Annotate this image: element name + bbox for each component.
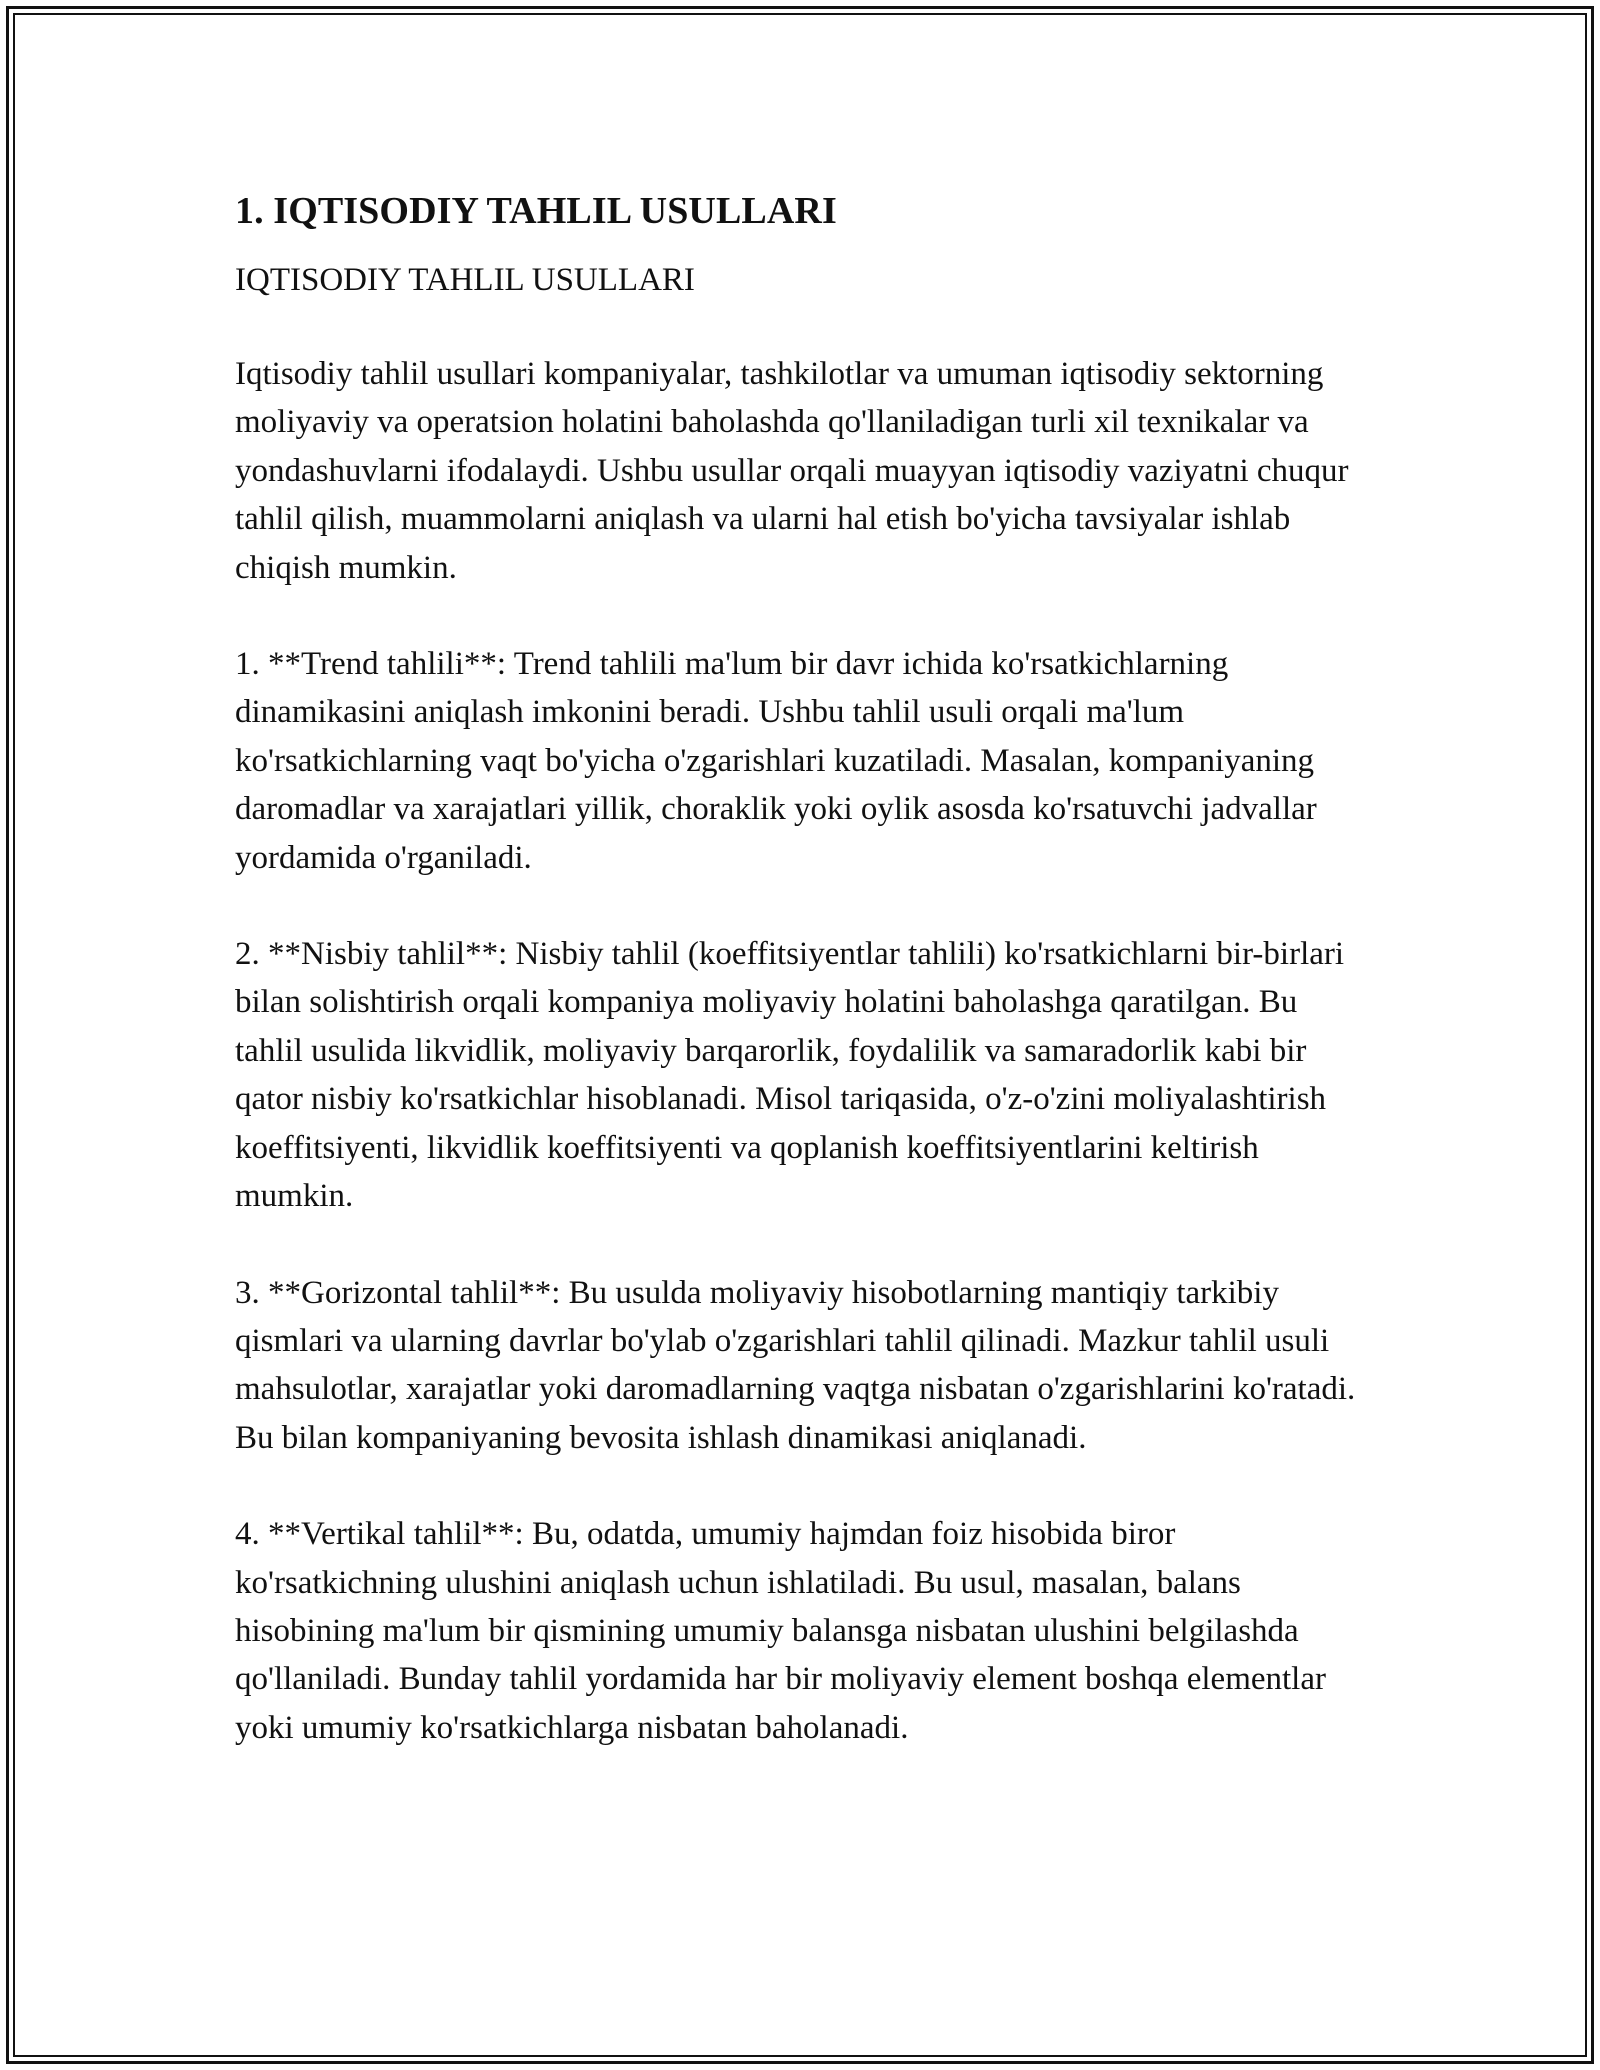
paragraph-ratio-analysis: 2. **Nisbiy tahlil**: Nisbiy tahlil (koeffitsiyentlar tahlili) ko'rsatkichlarni bir-birlari bilan solishtirish orqali kompaniya moliyaviy holatini baholashga qaratilgan. Bu tahlil usulida likvidlik, moliyaviy barqarorlik, foydalilik va samaradorlik kabi bir qator nisbiy ko'rsatkichlar hisoblanadi. Misol tariqasida, o'z-o'zini moliyalashtirish koeffitsiyenti, likvidlik koeffitsiyenti va qoplanish koeffitsiyentlarini keltirish mumkin.: [235, 936, 1345, 1215]
intro-paragraph: Iqtisodiy tahlil usullari kompaniyalar, tashkilotlar va umuman iqtisodiy sektorning moliyaviy va operatsion holatini baholashda qo'llaniladigan turli xil texnikalar va yondashuvlarni ifodalaydi. Ushbu usullar orqali muayyan iqtisodiy vaziyatni chuqur tahlil qilish, muammolarni aniqlash va ularni hal etish bo'yicha tavsiyalar ishlab chiqish mumkin.: [235, 356, 1349, 586]
paragraph-trend-analysis: 1. **Trend tahlili**: Trend tahlili ma'lum bir davr ichida ko'rsatkichlarning dinamikasini aniqlash imkonini beradi. Ushbu tahlil usuli orqali ma'lum ko'rsatkichlarning vaqt bo'yicha o'zgarishlari kuzatiladi. Masalan, kompaniyaning daromadlar va xarajatlari yillik, choraklik yoki oylik asosda ko'rsatuvchi jadvallar yordamida o'rganiladi.: [235, 646, 1317, 876]
document-subtitle: IQTISODIY TAHLIL USULLARI: [235, 262, 695, 298]
document-body: [235, 186, 1365, 1752]
paragraph-horizontal-analysis: 3. **Gorizontal tahlil**: Bu usulda moliyaviy hisobotlarning mantiqiy tarkibiy qismlari va ularning davrlar bo'ylab o'zgarishlari tahlil qilinadi. Mazkur tahlil usuli mahsulotlar, xarajatlar yoki daromadlarning vaqtga nisbatan o'zgarishlarini ko'ratadi. Bu bilan kompaniyaning bevosita ishlash dinamikasi aniqlanadi.: [235, 1274, 1356, 1456]
document-title: 1. IQTISODIY TAHLIL USULLARI: [235, 190, 837, 232]
paragraph-vertical-analysis: 4. **Vertikal tahlil**: Bu, odatda, umumiy hajmdan foiz hisobida biror ko'rsatkichning ulushini aniqlash uchun ishlatiladi. Bu usul, masalan, balans hisobining ma'lum bir qismining umumiy balansga nisbatan ulushini belgilashda qo'llaniladi. Bunday tahlil yordamida har bir moliyaviy element boshqa elementlar yoki umumiy ko'rsatkichlarga nisbatan baholanadi.: [235, 1516, 1326, 1746]
